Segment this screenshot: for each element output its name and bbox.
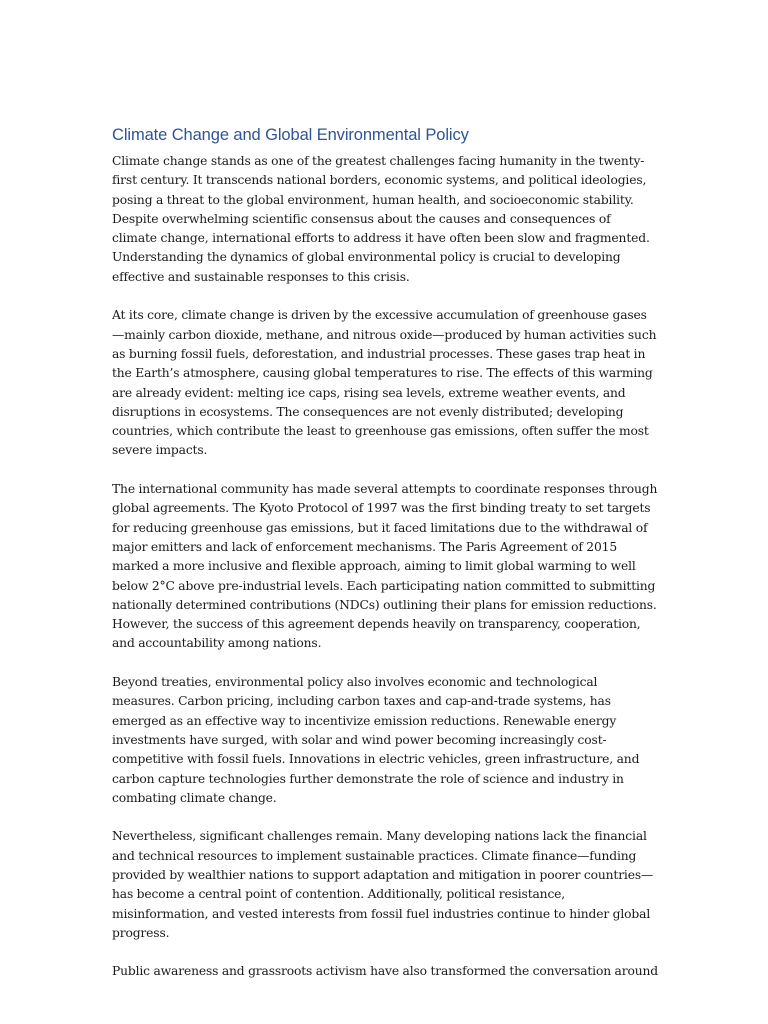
document-title: Climate Change and Global Environmental Policy bbox=[112, 126, 469, 144]
paragraph-causes: At its core, climate change is driven by the excessive accumulation of greenhouse gases—mainly carbon dioxide, methane, and nitrous oxide—produced by human activities such as burning fossil fuels, deforestation, and industrial processes. These gases trap heat in the Earth’s atmosphere, causing global temperatures to rise. The effects of this warming are already evident: melting ice caps, rising sea levels, extreme weather events, and disruptions in ecosystems. The consequences are not evenly distributed; developing countries, which contribute the least to greenhouse gas emissions, often suffer the most severe impacts. bbox=[112, 308, 657, 458]
document-body bbox=[112, 124, 658, 1001]
paragraph-intro: Climate change stands as one of the greatest challenges facing humanity in the twenty-first century. It transcends national borders, economic systems, and political ideologies, posing a threat to the global environment, human health, and socioeconomic stability. Despite overwhelming scientific consensus about the causes and consequences of climate change, international efforts to address it have often been slow and fragmented. Understanding the dynamics of global environmental policy is crucial to developing effective and sustainable responses to this crisis. bbox=[112, 154, 650, 284]
paragraph-agreements: The international community has made several attempts to coordinate responses through global agreements. The Kyoto Protocol of 1997 was the first binding treaty to set targets for reducing greenhouse gas emissions, but it faced limitations due to the withdrawal of major emitters and lack of enforcement mechanisms. The Paris Agreement of 2015 marked a more inclusive and flexible approach, aiming to limit global warming to well below 2°C above pre-industrial levels. Each participating nation committed to submitting nationally determined contributions (NDCs) outlining their plans for emission reductions. However, the success of this agreement depends heavily on transparency, cooperation, and accountability among nations. bbox=[112, 482, 658, 651]
paragraph-measures: Beyond treaties, environmental policy also involves economic and technological measures. Carbon pricing, including carbon taxes and cap-and-trade systems, has emerged as an effective way to incentivize emission reductions. Renewable energy investments have surged, with solar and wind power becoming increasingly cost-competitive with fossil fuels. Innovations in electric vehicles, green infrastructure, and carbon capture technologies further demonstrate the role of science and industry in combating climate change. bbox=[112, 675, 640, 805]
paragraph-activism: Public awareness and grassroots activism have also transformed the conversation around bbox=[112, 964, 658, 979]
paragraph-challenges: Nevertheless, significant challenges remain. Many developing nations lack the financial and technical resources to implement sustainable practices. Climate finance—funding provided by wealthier nations to support adaptation and mitigation in poorer countries—has become a central point of contention. Additionally, political resistance, misinformation, and vested interests from fossil fuel industries continue to hinder global progress. bbox=[112, 829, 654, 940]
